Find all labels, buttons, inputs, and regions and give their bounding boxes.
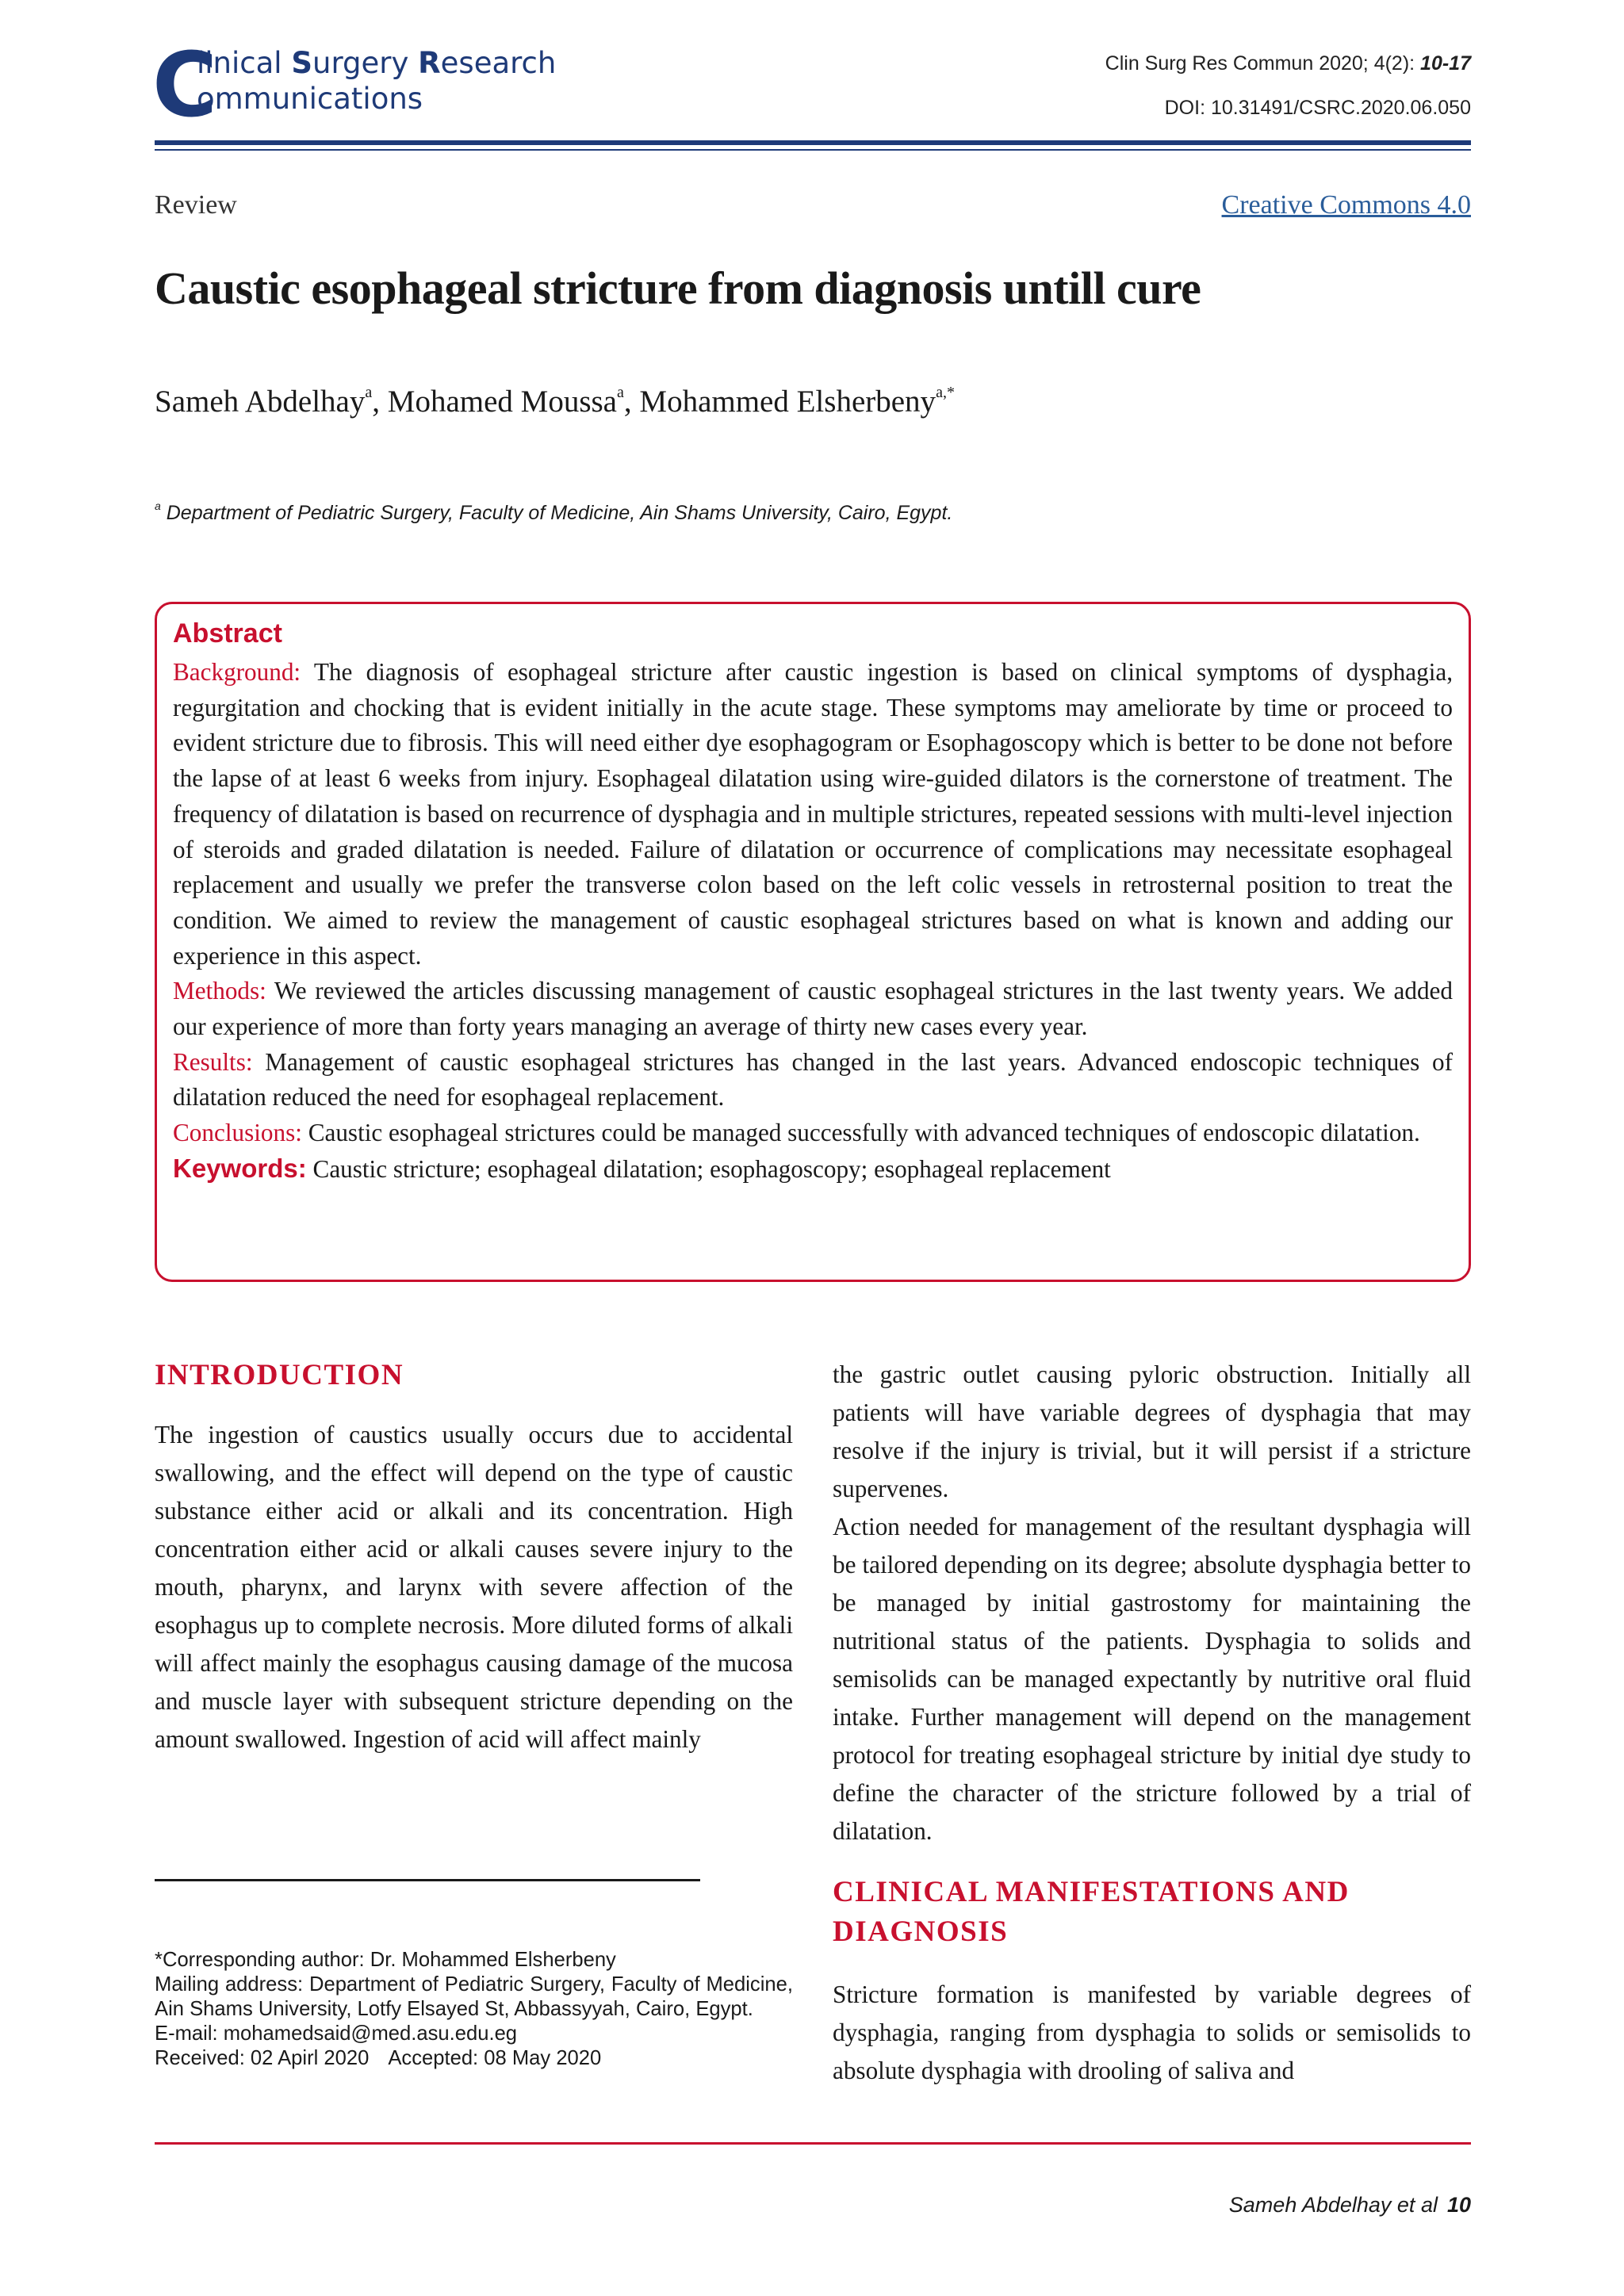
running-author: Sameh Abdelhay et al [1228,2193,1438,2217]
conclusions-text: Caustic esophageal strictures could be managed successfully with advanced techniques of endoscopic dilatation. [308,1119,1420,1147]
footnote-rule [155,1879,700,1881]
journal-citation [1105,52,1471,75]
right-column [833,1356,1471,2090]
received-date: Received: 02 Apirl 2020 [155,2047,370,2069]
corresponding-author: *Corresponding author: Dr. Mohammed Elsherbeny [155,1949,616,1971]
methods-label: Methods: [173,977,266,1005]
abstract-methods [173,974,1453,1044]
journal-logo-letter: C [152,34,218,137]
journal-logo-line2: ommunications [197,82,423,116]
citation-pages: 10-17 [1420,52,1471,75]
logo-initial-r: R [418,46,441,80]
results-text: Management of caustic esophageal strictures has changed in the last years. Advanced endoscopic techniques of dilatation reduced the need for esophageal replacement. [173,1047,1453,1112]
email-address[interactable]: E-mail: mohamedsaid@med.asu.edu.eg [155,2022,518,2045]
body-paragraph: Action needed for management of the resultant dysphagia will be tailored depending on its degree; absolute dysphagia better to be managed by initial gastrostomy for maintaining the nutritional status of the patients. Dysphagia to solids and semisolids can be managed expectantly by nutritive oral fluid intake. Further management will depend on the management protocol for treating esophageal stricture by initial dye study to define the character of the stricture followed by a trial of dilatation. [833,1513,1471,1845]
author-name: Mohamed Moussa [387,385,617,419]
abstract-keywords [173,1151,1453,1188]
author-name: Sameh Abdelhay [155,385,366,419]
logo-initial-s: S [291,46,313,80]
mailing-address: Mailing address: Department of Pediatric Surgery, Faculty of Medicine, Ain Shams University, Lotfy Elsayed St, Abbassyyah, Cairo, Egypt. [155,1973,793,2020]
dates [155,2046,793,2071]
clinical-manifestations-heading: CLINICAL MANIFESTATIONS AND DIAGNOSIS [833,1876,1350,1948]
author-affil-mark: a,* [936,384,955,401]
conclusions-label: Conclusions: [173,1119,302,1147]
author-affil-mark: a [617,384,624,401]
license-link[interactable]: Creative Commons 4.0 [1221,190,1471,220]
results-label: Results: [173,1047,253,1076]
abstract-conclusions [173,1115,1453,1151]
abstract-body [173,655,1453,1188]
introduction-heading: INTRODUCTION [155,1359,404,1391]
body-paragraph: the gastric outlet causing pyloric obstruction. Initially all patients will have variable degrees of dysphagia that may resolve if the injury is trivial, but it will persist if a stricture supervenes. [833,1360,1471,1502]
header-rule [155,140,1471,145]
affiliation [155,499,952,525]
correspondence-footnote [155,1948,793,2071]
logo-text: linical [197,46,292,80]
introduction-text: The ingestion of caustics usually occurs due to accidental swallowing, and the effect will depend on the type of caustic substance either acid or alkali and its concentration. High concentration either acid or alkali causes severe injury to the mouth, pharynx, and larynx with severe affection of the esophagus up to complete necrosis. More diluted forms of alkali will affect mainly the esophagus causing damage of the mucosa and muscle layer with subsequent stricture depending on the amount swallowed. Ingestion of acid will affect mainly [155,1421,793,1753]
background-text: The diagnosis of esophageal stricture after caustic ingestion is based on clinical symptoms of dysphagia, regurgitation and chocking that is evident initially in the acute stage. These symptoms may ameliorate by time or proceed to evident stricture due to fibrosis. This will need either dye esophagogram or Esophagoscopy which is better to be done not before the lapse of at least 6 weeks from injury. Esophageal dilatation using wire-guided dilators is the cornerstone of treatment. The frequency of dilatation is based on recurrence of dysphagia and in multiple strictures, repeated sessions with multi-level injection of steroids and graded dilatation is needed. Failure of dilatation or occurrence of complications may necessitate esophageal replacement and usually we prefer the transverse colon based on the left colic vessels in retrosternal position to treat the condition. We aimed to review the management of caustic esophageal strictures based on what is known and adding our experience in this aspect. [173,658,1454,970]
citation-text: Clin Surg Res Commun 2020; 4(2): [1105,52,1421,75]
article-title: Caustic esophageal stricture from diagnosis untill cure [155,262,1201,314]
left-column [155,1356,793,1758]
background-label: Background: [173,658,301,686]
journal-doi[interactable]: DOI: 10.31491/CSRC.2020.06.050 [1164,97,1471,119]
keywords-text: Caustic stricture; esophageal dilatation; esophagoscopy; esophageal replacement [312,1154,1111,1183]
methods-text: We reviewed the articles discussing management of caustic esophageal strictures in the last twenty years. We added our experience of more than forty years managing an average of thirty new cases every year. [173,977,1453,1041]
logo-text: urgery [312,46,419,80]
logo-text: esearch [440,46,557,80]
keywords-label: Keywords: [173,1153,307,1183]
footer-rule [155,2142,1471,2145]
accepted-date: Accepted: 08 May 2020 [388,2047,602,2069]
body-paragraph: Stricture formation is manifested by variable degrees of dysphagia, ranging from dysphagia to solids or semisolids to absolute dysphagia with drooling of saliva and [833,1980,1471,2084]
author-list: Sameh Abdelhay$^a$, Mohamed Moussa$^a$, Mohammed Elsherbeny$^{a,*}$ [155,384,955,419]
page-footer [1229,2193,1471,2218]
page-number: 10 [1446,2193,1471,2217]
author-name: Mohammed Elsherbeny [639,385,936,419]
author-affil-mark: a [365,384,373,401]
article-type: Review [155,190,237,220]
abstract-results [173,1045,1453,1115]
abstract-background [173,655,1453,974]
header-rule-thin [155,149,1471,151]
abstract-box [155,602,1471,1282]
affiliation-text: Department of Pediatric Surgery, Faculty of Medicine, Ain Shams University, Cairo, Egypt. [166,502,953,524]
affiliation-mark: a [155,499,161,512]
journal-logo-line1 [197,46,556,81]
abstract-heading: Abstract [173,618,282,649]
